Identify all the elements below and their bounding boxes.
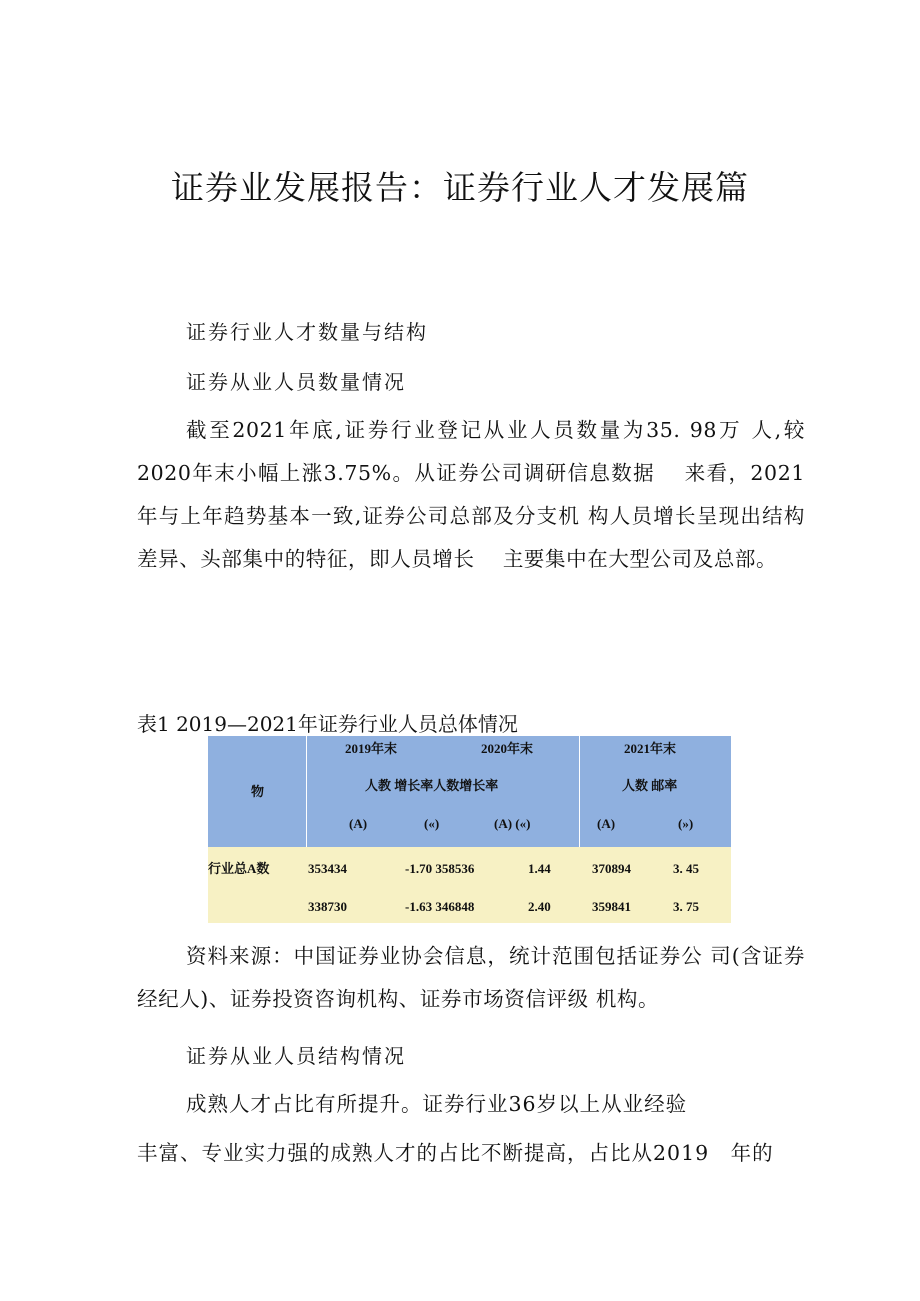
table-cell: 353434: [308, 861, 347, 876]
paragraph-structure-line-2: 丰富、专业实力强的成熟人才的占比不断提高，占比从2019 年的: [137, 1141, 774, 1165]
table-cell: 338730: [308, 899, 347, 914]
paragraph-staff-count: 截至2021年底,证券行业登记从业人员数量为35. 98万 人,较2020年末小幅上涨3.75%。从证券公司调研信息数据 来看，2021年与上年趋势基本一致,证券公司总部及分支机 构人员增长呈现出结构差异、头部集中的特征，即人员增长 主要集中在大型公司及总部。: [137, 418, 805, 571]
document-title: 证券业发展报告：证券行业人才发展篇: [171, 168, 749, 207]
table-cell: 2.40: [528, 899, 551, 914]
header-row-label: 物: [251, 784, 265, 799]
table-cell: 370894: [592, 861, 631, 876]
table-header: [208, 736, 731, 847]
table-cell: -1.70 358536: [405, 861, 475, 876]
table-cell: 3. 75: [673, 899, 699, 914]
staff-statistics-table: [208, 736, 731, 923]
header-divider: [306, 736, 307, 847]
subsection-heading-structure: 证券从业人员结构情况: [186, 1044, 406, 1068]
header-unit: («): [424, 816, 440, 831]
table-cell: 1.44: [528, 861, 551, 876]
subsection-heading-count: 证券从业人员数量情况: [186, 370, 406, 394]
header-unit: (A): [349, 816, 368, 831]
header-unit: (A) («): [494, 816, 531, 831]
table-caption: 表1 2019—2021年证券行业人员总体情况: [137, 712, 518, 736]
table-cell: -1.63 346848: [405, 899, 475, 914]
header-year-2019: 2019年末: [345, 741, 398, 756]
header-sub-2021: 人数 邮率: [622, 778, 678, 793]
table-cell: 3. 45: [673, 861, 699, 876]
header-year-2021: 2021年末: [624, 741, 677, 756]
header-unit: (»): [678, 816, 694, 831]
table-cell: 359841: [592, 899, 631, 914]
header-unit: (A): [597, 816, 616, 831]
header-divider: [579, 736, 580, 847]
header-year-2020: 2020年末: [481, 741, 534, 756]
row-label: 行业总A数: [208, 861, 270, 876]
header-sub-2019-2020: 人教 增长率人数增长率: [365, 778, 499, 793]
source-note: 资料来源：中国证券业协会信息，统计范围包括证券公 司(含证券经纪人)、证券投资咨询机构、证券市场资信评级 机构。: [137, 944, 805, 1011]
table-body: [208, 847, 731, 923]
section-heading: 证券行业人才数量与结构: [186, 320, 428, 344]
paragraph-structure-line-1: 成熟人才占比有所提升。证券行业36岁以上从业经验: [186, 1092, 688, 1116]
